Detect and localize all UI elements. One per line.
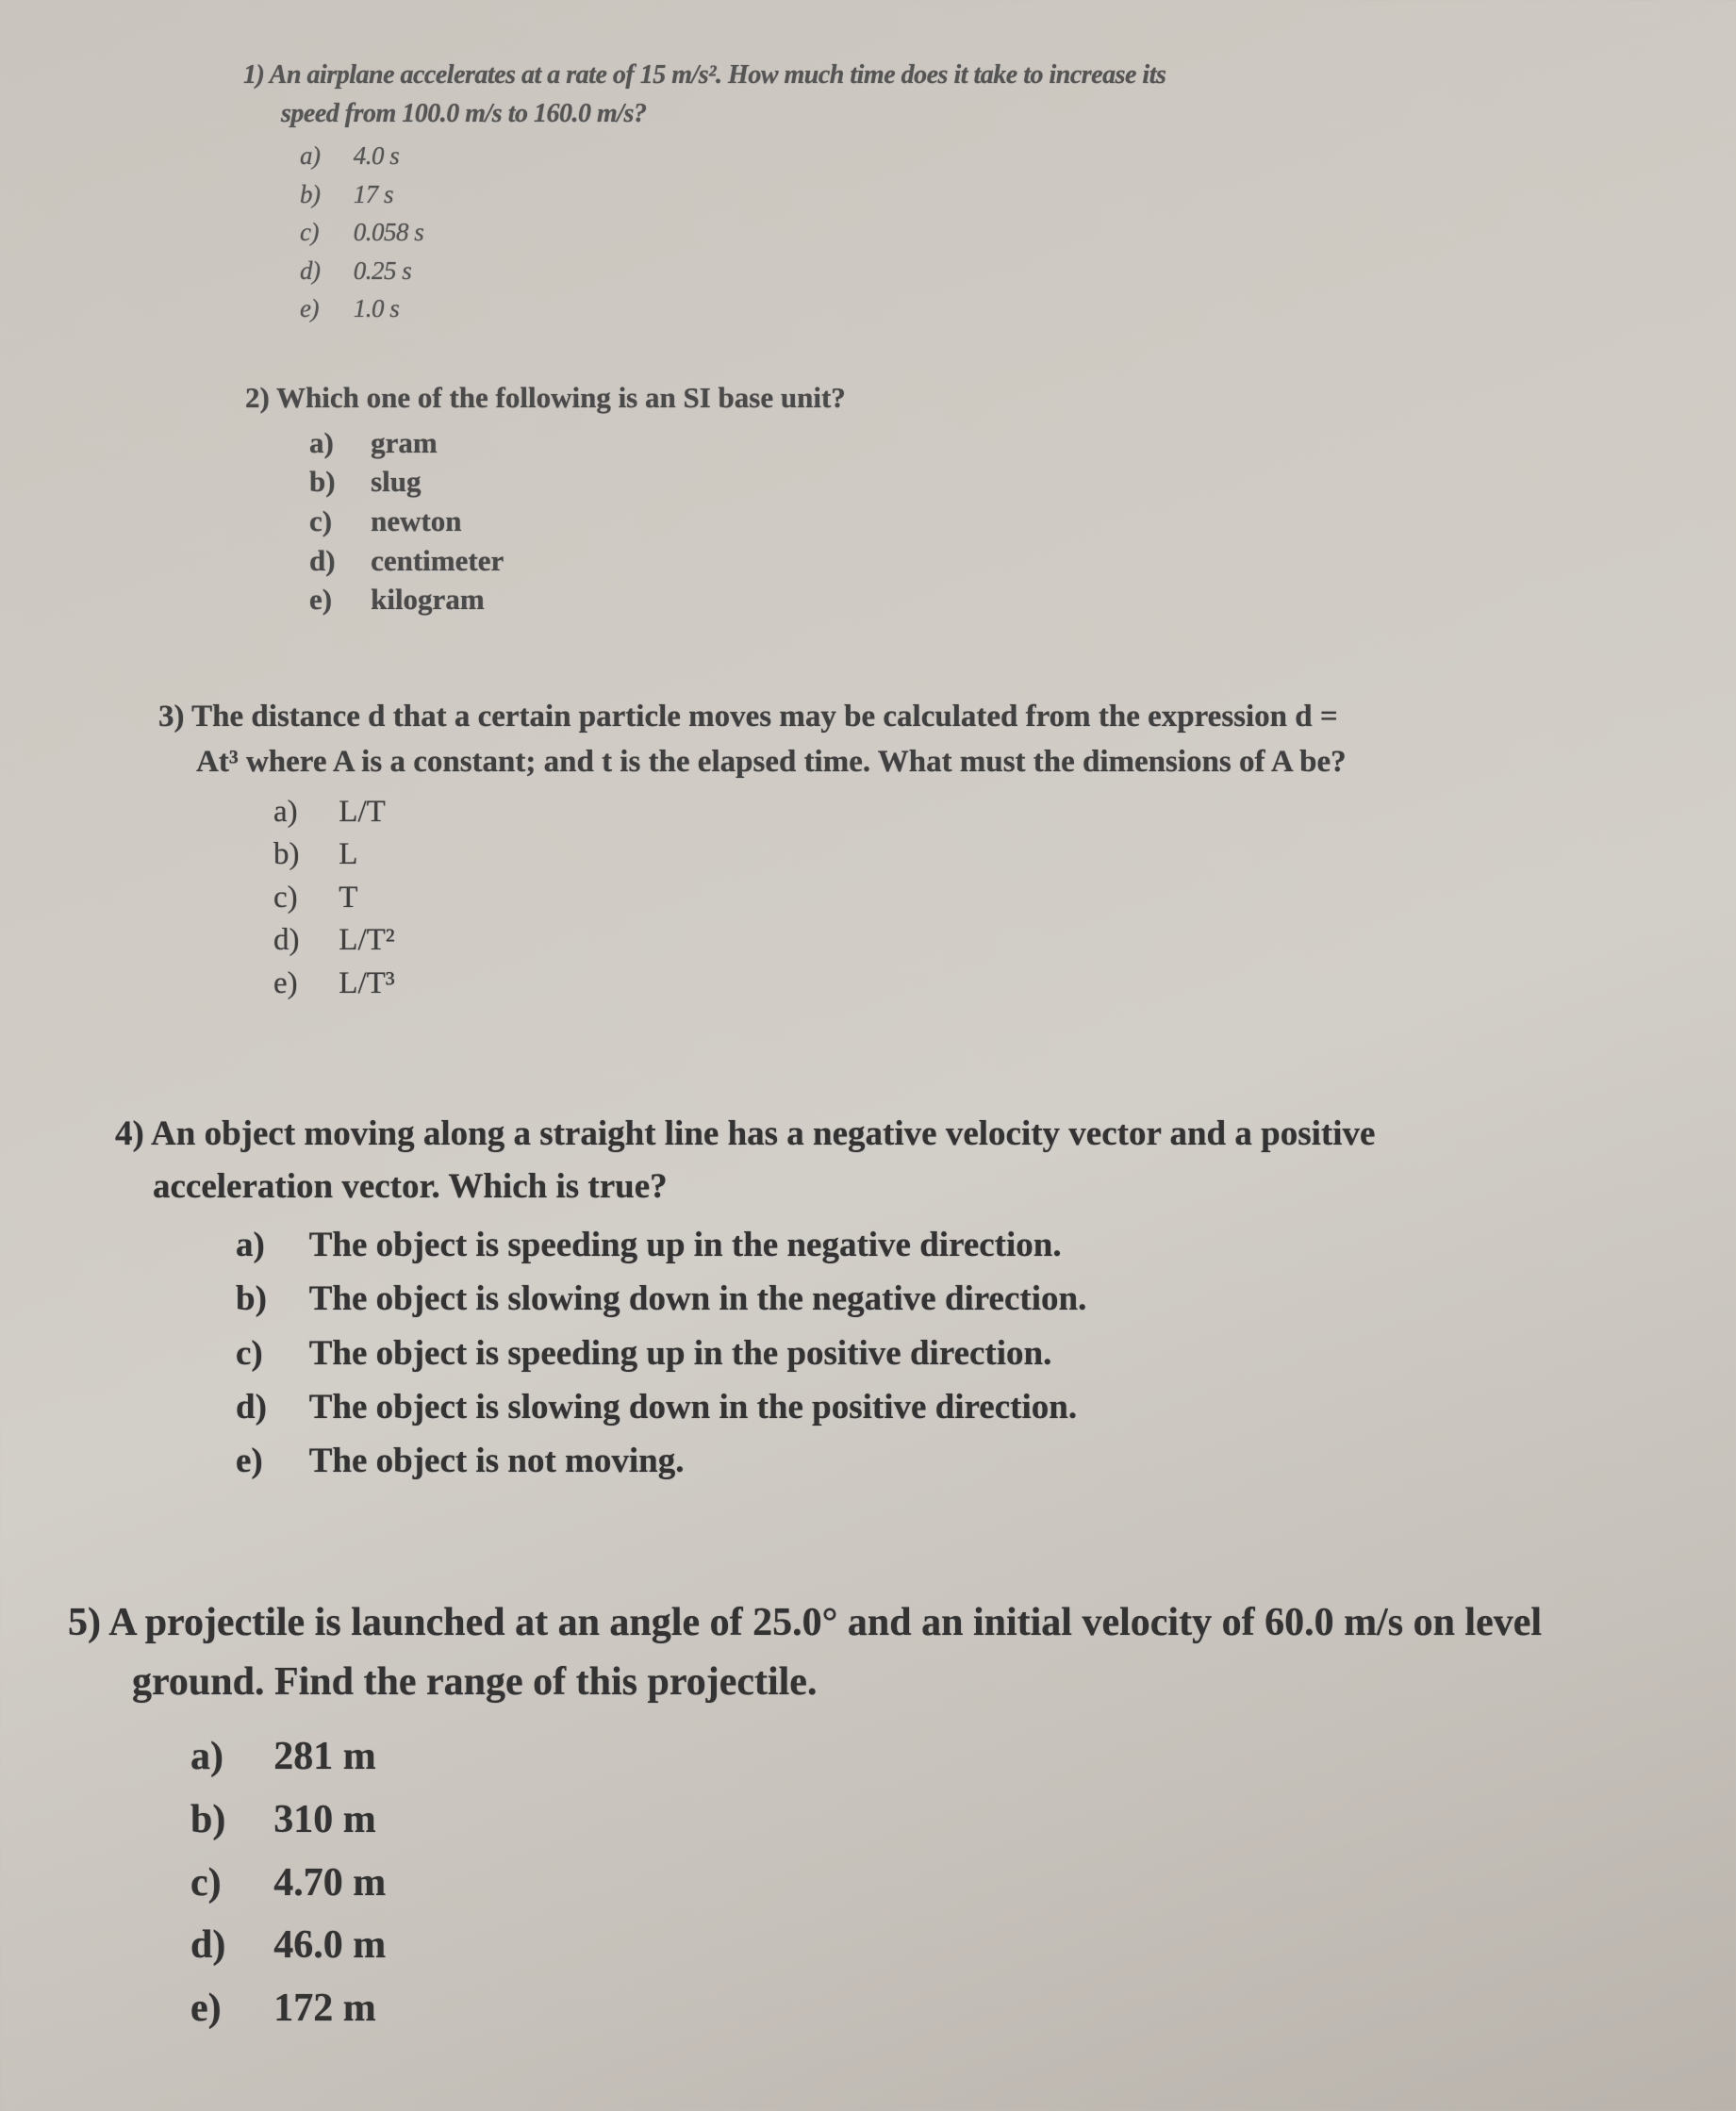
option-text: The object is not moving.: [308, 1442, 685, 1481]
option-letter: d): [236, 1388, 267, 1427]
option-d: [309, 541, 1471, 581]
option-letter: a): [236, 1226, 265, 1264]
option-text: L/T³: [339, 965, 395, 1000]
option-a: [273, 791, 1686, 834]
option-letter: c): [273, 880, 298, 915]
answer-options: [236, 1218, 1680, 1489]
option-e: [236, 1434, 1680, 1488]
question-3-stem: [158, 695, 1686, 785]
option-letter: b): [300, 179, 321, 208]
option-e: [273, 963, 1686, 1006]
option-letter: a): [300, 141, 321, 171]
option-text: The object is speeding up in the positive direction.: [308, 1333, 1052, 1373]
option-text: centimeter: [371, 543, 504, 577]
option-b: [300, 175, 1507, 214]
option-text: The object is slowing down in the positive direction.: [308, 1388, 1078, 1427]
option-b: [309, 462, 1471, 502]
option-letter: c): [300, 218, 319, 247]
question-2: [245, 377, 1471, 619]
option-text: 17 s: [353, 179, 393, 208]
option-text: T: [339, 880, 358, 915]
option-letter: a): [190, 1735, 223, 1778]
option-c: [190, 1852, 1736, 1915]
question-3: [158, 695, 1686, 1005]
option-text: 46.0 m: [273, 1923, 387, 1968]
answer-options: [300, 137, 1507, 328]
question-text-line1: A projectile is launched at an angle of 25.0° and an initial velocity of 60.0 m/s on level: [108, 1601, 1543, 1644]
question-text-line2: speed from 100.0 m/s to 160.0 m/s?: [281, 98, 647, 128]
option-text: 4.70 m: [273, 1860, 387, 1905]
option-text: 0.058 s: [353, 218, 424, 247]
option-c: [309, 502, 1471, 541]
question-number: 2): [245, 381, 270, 414]
option-c: [236, 1327, 1680, 1380]
option-letter: e): [273, 965, 298, 1000]
option-b: [190, 1789, 1736, 1852]
option-letter: e): [190, 1987, 222, 2031]
option-d: [236, 1380, 1680, 1434]
option-letter: b): [190, 1797, 226, 1841]
option-text: slug: [371, 465, 422, 499]
question-text-line2: At³ where A is a constant; and t is the elapsed time. What must the dimensions of A be?: [196, 744, 1347, 779]
question-number: 3): [158, 700, 185, 734]
option-text: L: [339, 837, 358, 872]
option-letter: c): [236, 1333, 263, 1373]
option-letter: d): [273, 923, 300, 958]
question-text-line1: The distance d that a certain particle moves may be calculated from the expression d =: [191, 700, 1338, 734]
option-text: kilogram: [371, 583, 485, 617]
option-c: [300, 213, 1507, 252]
option-text: 0.25 s: [353, 256, 412, 285]
question-1: [243, 57, 1507, 328]
question-1-stem: [243, 57, 1507, 133]
question-number: 1): [243, 60, 265, 90]
option-letter: d): [309, 543, 336, 577]
option-e: [190, 1977, 1736, 2040]
option-b: [273, 833, 1686, 877]
option-letter: b): [309, 465, 336, 499]
option-letter: c): [190, 1860, 222, 1905]
option-e: [309, 580, 1471, 619]
option-letter: a): [309, 425, 334, 459]
option-text: L/T²: [339, 923, 395, 958]
option-text: 310 m: [273, 1797, 376, 1841]
option-text: newton: [371, 504, 462, 537]
answer-options: [273, 791, 1686, 1006]
answer-options: [190, 1725, 1736, 2040]
option-letter: b): [273, 837, 300, 872]
option-a: [236, 1218, 1680, 1272]
question-text-line2: acceleration vector. Which is true?: [153, 1166, 668, 1206]
option-text: The object is slowing down in the negative direction.: [308, 1279, 1087, 1319]
question-number: 5): [68, 1601, 101, 1644]
option-c: [273, 877, 1686, 920]
option-text: The object is speeding up in the negative direction.: [308, 1226, 1062, 1264]
option-a: [300, 137, 1507, 175]
question-5-stem: [68, 1593, 1736, 1712]
option-e: [300, 289, 1507, 328]
question-number: 4): [115, 1114, 144, 1153]
option-text: 281 m: [273, 1735, 376, 1778]
option-d: [190, 1914, 1736, 1977]
option-b: [236, 1272, 1680, 1326]
option-text: gram: [371, 425, 438, 459]
option-letter: d): [190, 1923, 226, 1968]
option-letter: e): [236, 1442, 263, 1481]
answer-options: [309, 423, 1471, 619]
option-letter: b): [236, 1279, 267, 1319]
option-letter: c): [309, 504, 333, 537]
option-d: [273, 919, 1686, 963]
question-text-line1: An airplane accelerates at a rate of 15 m/s². How much time does it take to increase its: [269, 60, 1166, 90]
option-text: 4.0 s: [353, 141, 400, 171]
option-letter: e): [309, 583, 333, 617]
option-letter: e): [300, 294, 319, 323]
question-4-stem: [115, 1108, 1680, 1212]
option-text: 172 m: [273, 1987, 376, 2031]
option-text: 1.0 s: [353, 294, 400, 323]
question-text-line1: An object moving along a straight line has a negative velocity vector and a positive: [151, 1114, 1376, 1153]
question-2-stem: [245, 377, 1471, 420]
question-5: [68, 1593, 1736, 2040]
option-a: [190, 1725, 1736, 1789]
question-text-line2: ground. Find the range of this projectile.: [132, 1660, 818, 1704]
question-text-line1: Which one of the following is an SI base unit?: [276, 381, 846, 414]
option-letter: d): [300, 256, 321, 285]
option-a: [309, 423, 1471, 463]
option-d: [300, 252, 1507, 290]
question-4: [115, 1108, 1680, 1489]
option-letter: a): [273, 794, 298, 829]
option-text: L/T: [339, 794, 386, 829]
